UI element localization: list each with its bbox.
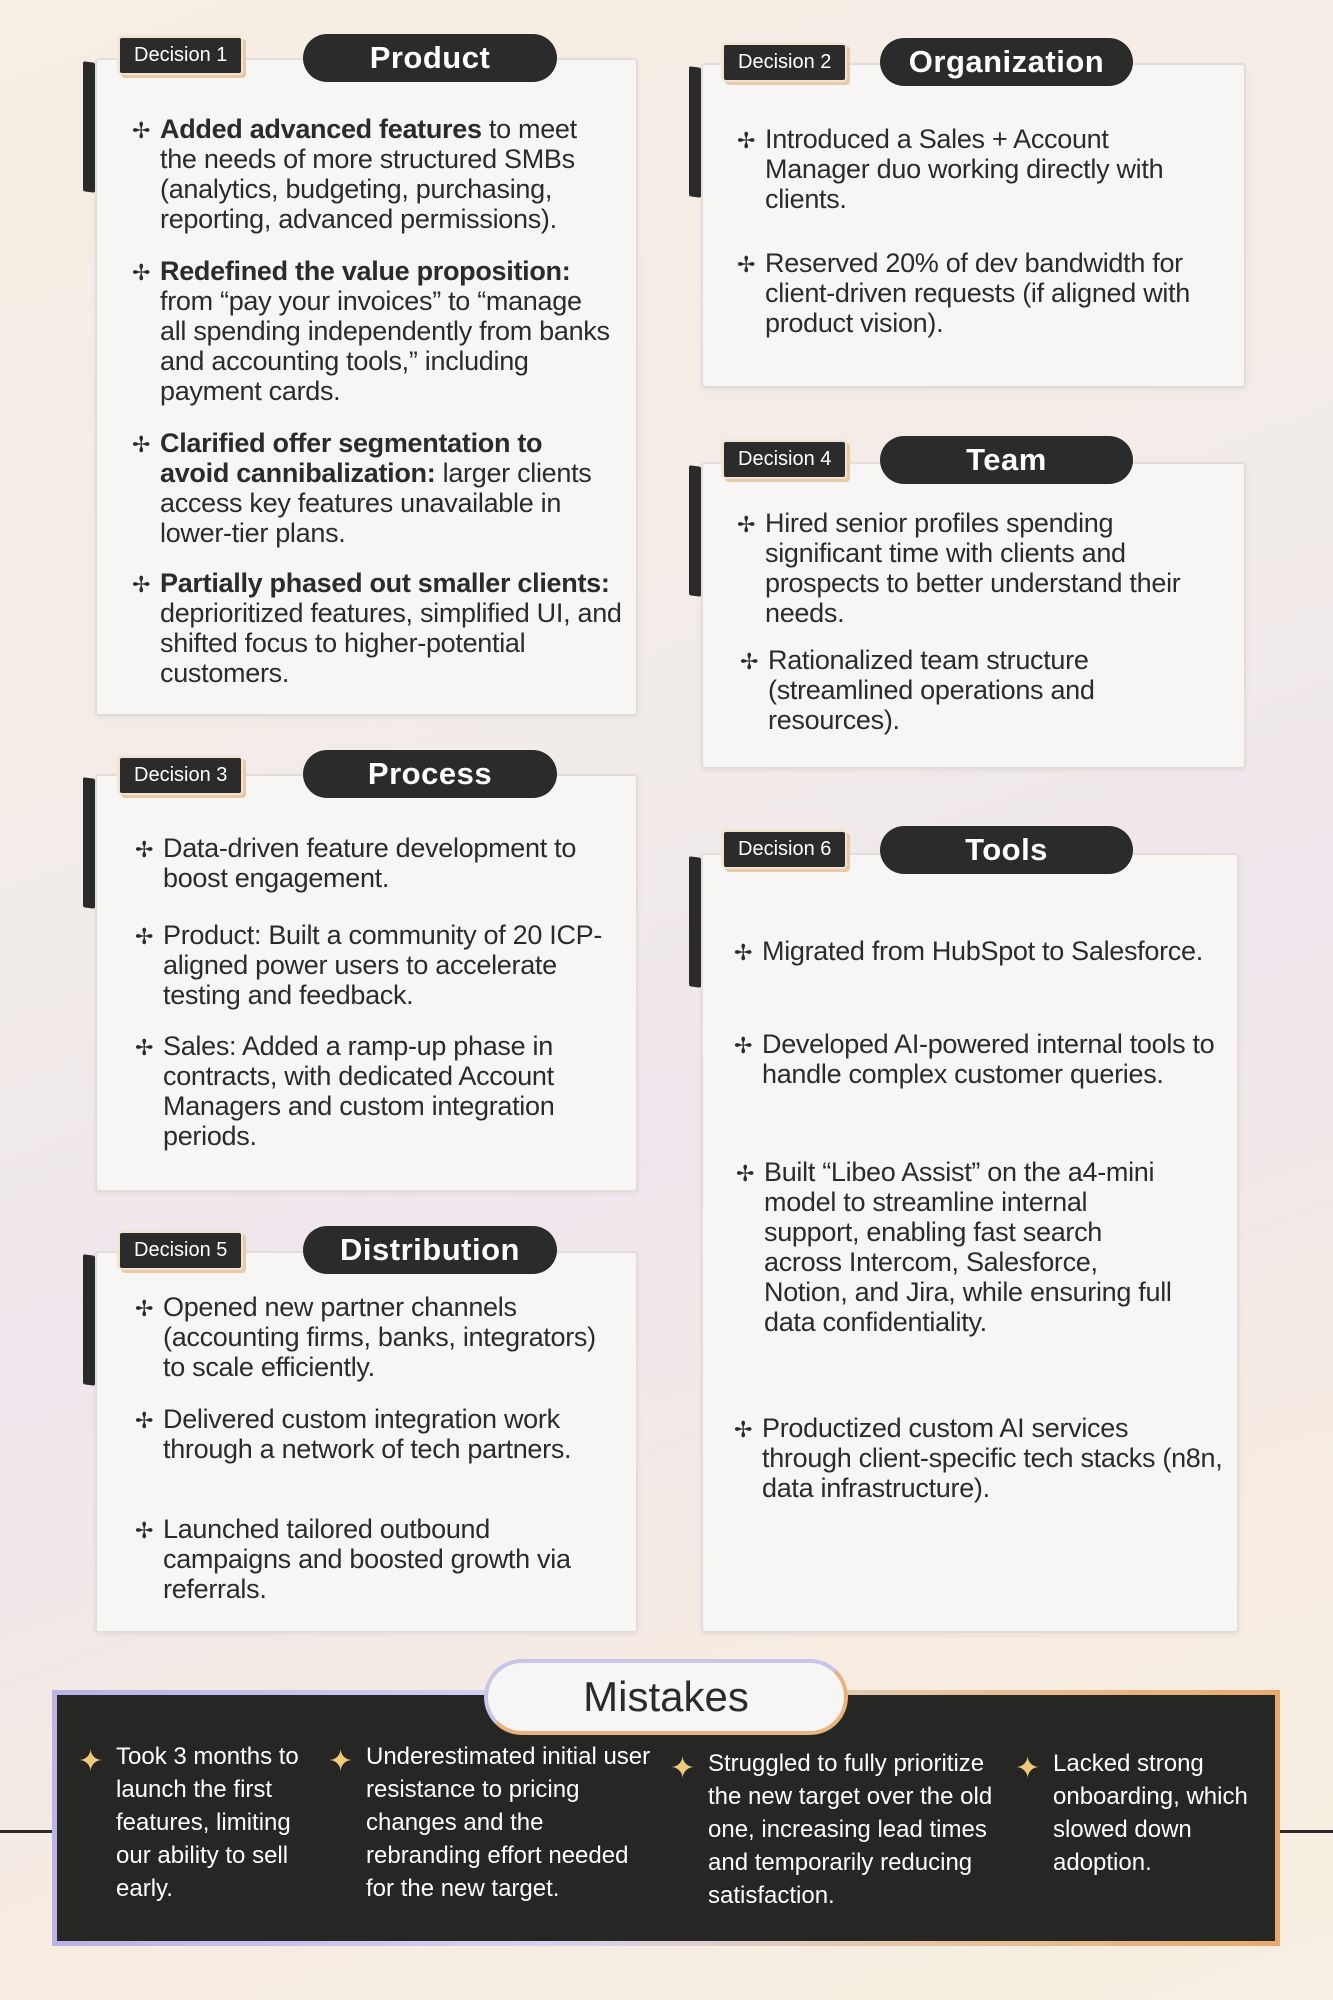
mistake-text: Took 3 months to launch the first features, limiting our ability to sell early. — [116, 1743, 299, 1902]
mistake-item — [1015, 1747, 1273, 1879]
card-spine — [83, 777, 95, 909]
item-text: to meet the needs of more structured SMBs (analytics, budgeting, purchasing, reporting, advanced permissions). — [160, 114, 577, 234]
item-text: larger clients access key features unavailable in lower-tier plans. — [160, 458, 592, 548]
four-point-star-icon: ✢ — [135, 924, 154, 949]
decision-item — [135, 1031, 615, 1151]
four-point-star-icon: ✢ — [737, 252, 756, 277]
item-bold: Clarified offer segmentation to avoid cannibalization: — [160, 428, 543, 488]
four-point-star-icon: ✢ — [734, 1033, 753, 1058]
decision-item — [737, 124, 1217, 214]
decision-item — [135, 920, 615, 1010]
item-bold: Redefined the value proposition: — [160, 256, 571, 286]
decision-item — [135, 1292, 615, 1382]
mistake-text: Underestimated initial user resistance to pricing changes and the rebranding effort needed for the new target. — [366, 1743, 651, 1902]
mistake-item — [328, 1740, 658, 1905]
item-text: from “pay your invoices” to “manage all spending independently from banks and accounting tools,” including payment cards. — [160, 286, 610, 406]
item-text: Sales: Added a ramp-up phase in contracts, with dedicated Account Managers and custom integration periods. — [163, 1031, 555, 1151]
card-spine — [83, 1254, 95, 1386]
sparkle-icon: ✦ — [670, 1752, 696, 1785]
card-spine — [689, 465, 701, 597]
decision-item — [132, 428, 612, 548]
decision-item — [132, 114, 612, 234]
decision-tag: Decision 2 — [722, 43, 847, 82]
decision-item — [737, 508, 1217, 628]
divider-right — [1275, 1830, 1333, 1833]
mistake-text: Lacked strong onboarding, which slowed down adoption. — [1053, 1750, 1248, 1876]
decision-item — [734, 1413, 1224, 1503]
item-text: Launched tailored outbound campaigns and boosted growth via referrals. — [163, 1514, 571, 1604]
four-point-star-icon: ✢ — [737, 512, 756, 537]
mistake-item — [78, 1740, 318, 1905]
four-point-star-icon: ✢ — [132, 118, 151, 143]
item-bold: Added advanced features — [160, 114, 482, 144]
four-point-star-icon: ✢ — [740, 649, 759, 674]
decision-item — [132, 256, 612, 406]
decision-item — [737, 248, 1217, 338]
item-text: Reserved 20% of dev bandwidth for client-driven requests (if aligned with product vision). — [765, 248, 1191, 338]
card-spine — [689, 856, 701, 988]
four-point-star-icon: ✢ — [734, 940, 753, 965]
decision-title: Organization — [880, 38, 1133, 86]
item-text: deprioritized features, simplified UI, and shifted focus to higher-potential customers. — [160, 598, 622, 688]
decision-tag: Decision 5 — [118, 1231, 243, 1270]
item-text: Delivered custom integration work through a network of tech partners. — [163, 1404, 572, 1464]
decision-item — [135, 833, 615, 893]
sparkle-icon: ✦ — [328, 1745, 354, 1778]
decision-item — [736, 1157, 1176, 1337]
decision-title: Product — [303, 34, 557, 82]
four-point-star-icon: ✢ — [736, 1161, 755, 1186]
item-text: Rationalized team structure (streamlined operations and resources). — [768, 645, 1095, 735]
mistake-item — [670, 1747, 1015, 1912]
decision-item — [135, 1404, 615, 1464]
decision-item — [135, 1514, 615, 1604]
item-text: Opened new partner channels (accounting firms, banks, integrators) to scale efficiently. — [163, 1292, 596, 1382]
decision-title: Process — [303, 750, 557, 798]
decision-tag: Decision 4 — [722, 440, 847, 479]
item-text: Data-driven feature development to boost engagement. — [163, 833, 577, 893]
decision-tag: Decision 6 — [722, 830, 847, 869]
decision-tag: Decision 1 — [118, 36, 243, 75]
four-point-star-icon: ✢ — [135, 1408, 154, 1433]
decision-tag: Decision 3 — [118, 756, 243, 795]
item-text: Productized custom AI services through client-specific tech stacks (n8n, data infrastructure). — [762, 1413, 1223, 1503]
four-point-star-icon: ✢ — [135, 1296, 154, 1321]
four-point-star-icon: ✢ — [132, 432, 151, 457]
divider-left — [0, 1830, 60, 1833]
card-spine — [689, 66, 701, 198]
item-bold: Partially phased out smaller clients: — [160, 568, 610, 598]
decision-item — [734, 936, 1224, 966]
sparkle-icon: ✦ — [78, 1745, 104, 1778]
decision-item — [132, 568, 622, 688]
four-point-star-icon: ✢ — [737, 128, 756, 153]
decision-title: Team — [880, 436, 1133, 484]
decision-item — [740, 645, 1220, 735]
mistakes-title: Mistakes — [484, 1659, 848, 1735]
sparkle-icon: ✦ — [1015, 1752, 1041, 1785]
item-text: Developed AI-powered internal tools to handle complex customer queries. — [762, 1029, 1215, 1089]
decision-card-organization — [701, 63, 1246, 388]
mistake-text: Struggled to fully prioritize the new target over the old one, increasing lead times and temporarily reducing satisfaction. — [708, 1750, 993, 1909]
decision-item — [734, 1029, 1224, 1089]
decision-title: Distribution — [303, 1226, 557, 1274]
item-text: Hired senior profiles spending significant time with clients and prospects to better understand their needs. — [765, 508, 1181, 628]
four-point-star-icon: ✢ — [132, 572, 151, 597]
item-text: Product: Built a community of 20 ICP-aligned power users to accelerate testing and feedback. — [163, 920, 603, 1010]
card-spine — [83, 61, 95, 193]
four-point-star-icon: ✢ — [135, 837, 154, 862]
four-point-star-icon: ✢ — [734, 1417, 753, 1442]
four-point-star-icon: ✢ — [132, 260, 151, 285]
decision-title: Tools — [880, 826, 1133, 874]
four-point-star-icon: ✢ — [135, 1035, 154, 1060]
four-point-star-icon: ✢ — [135, 1518, 154, 1543]
item-text: Built “Libeo Assist” on the a4-mini model to streamline internal support, enabling fast search across Intercom, Salesforce, Notion, and Jira, while ensuring full data confidentiality. — [764, 1157, 1172, 1337]
item-text: Introduced a Sales + Account Manager duo working directly with clients. — [765, 124, 1164, 214]
item-text: Migrated from HubSpot to Salesforce. — [762, 936, 1203, 966]
